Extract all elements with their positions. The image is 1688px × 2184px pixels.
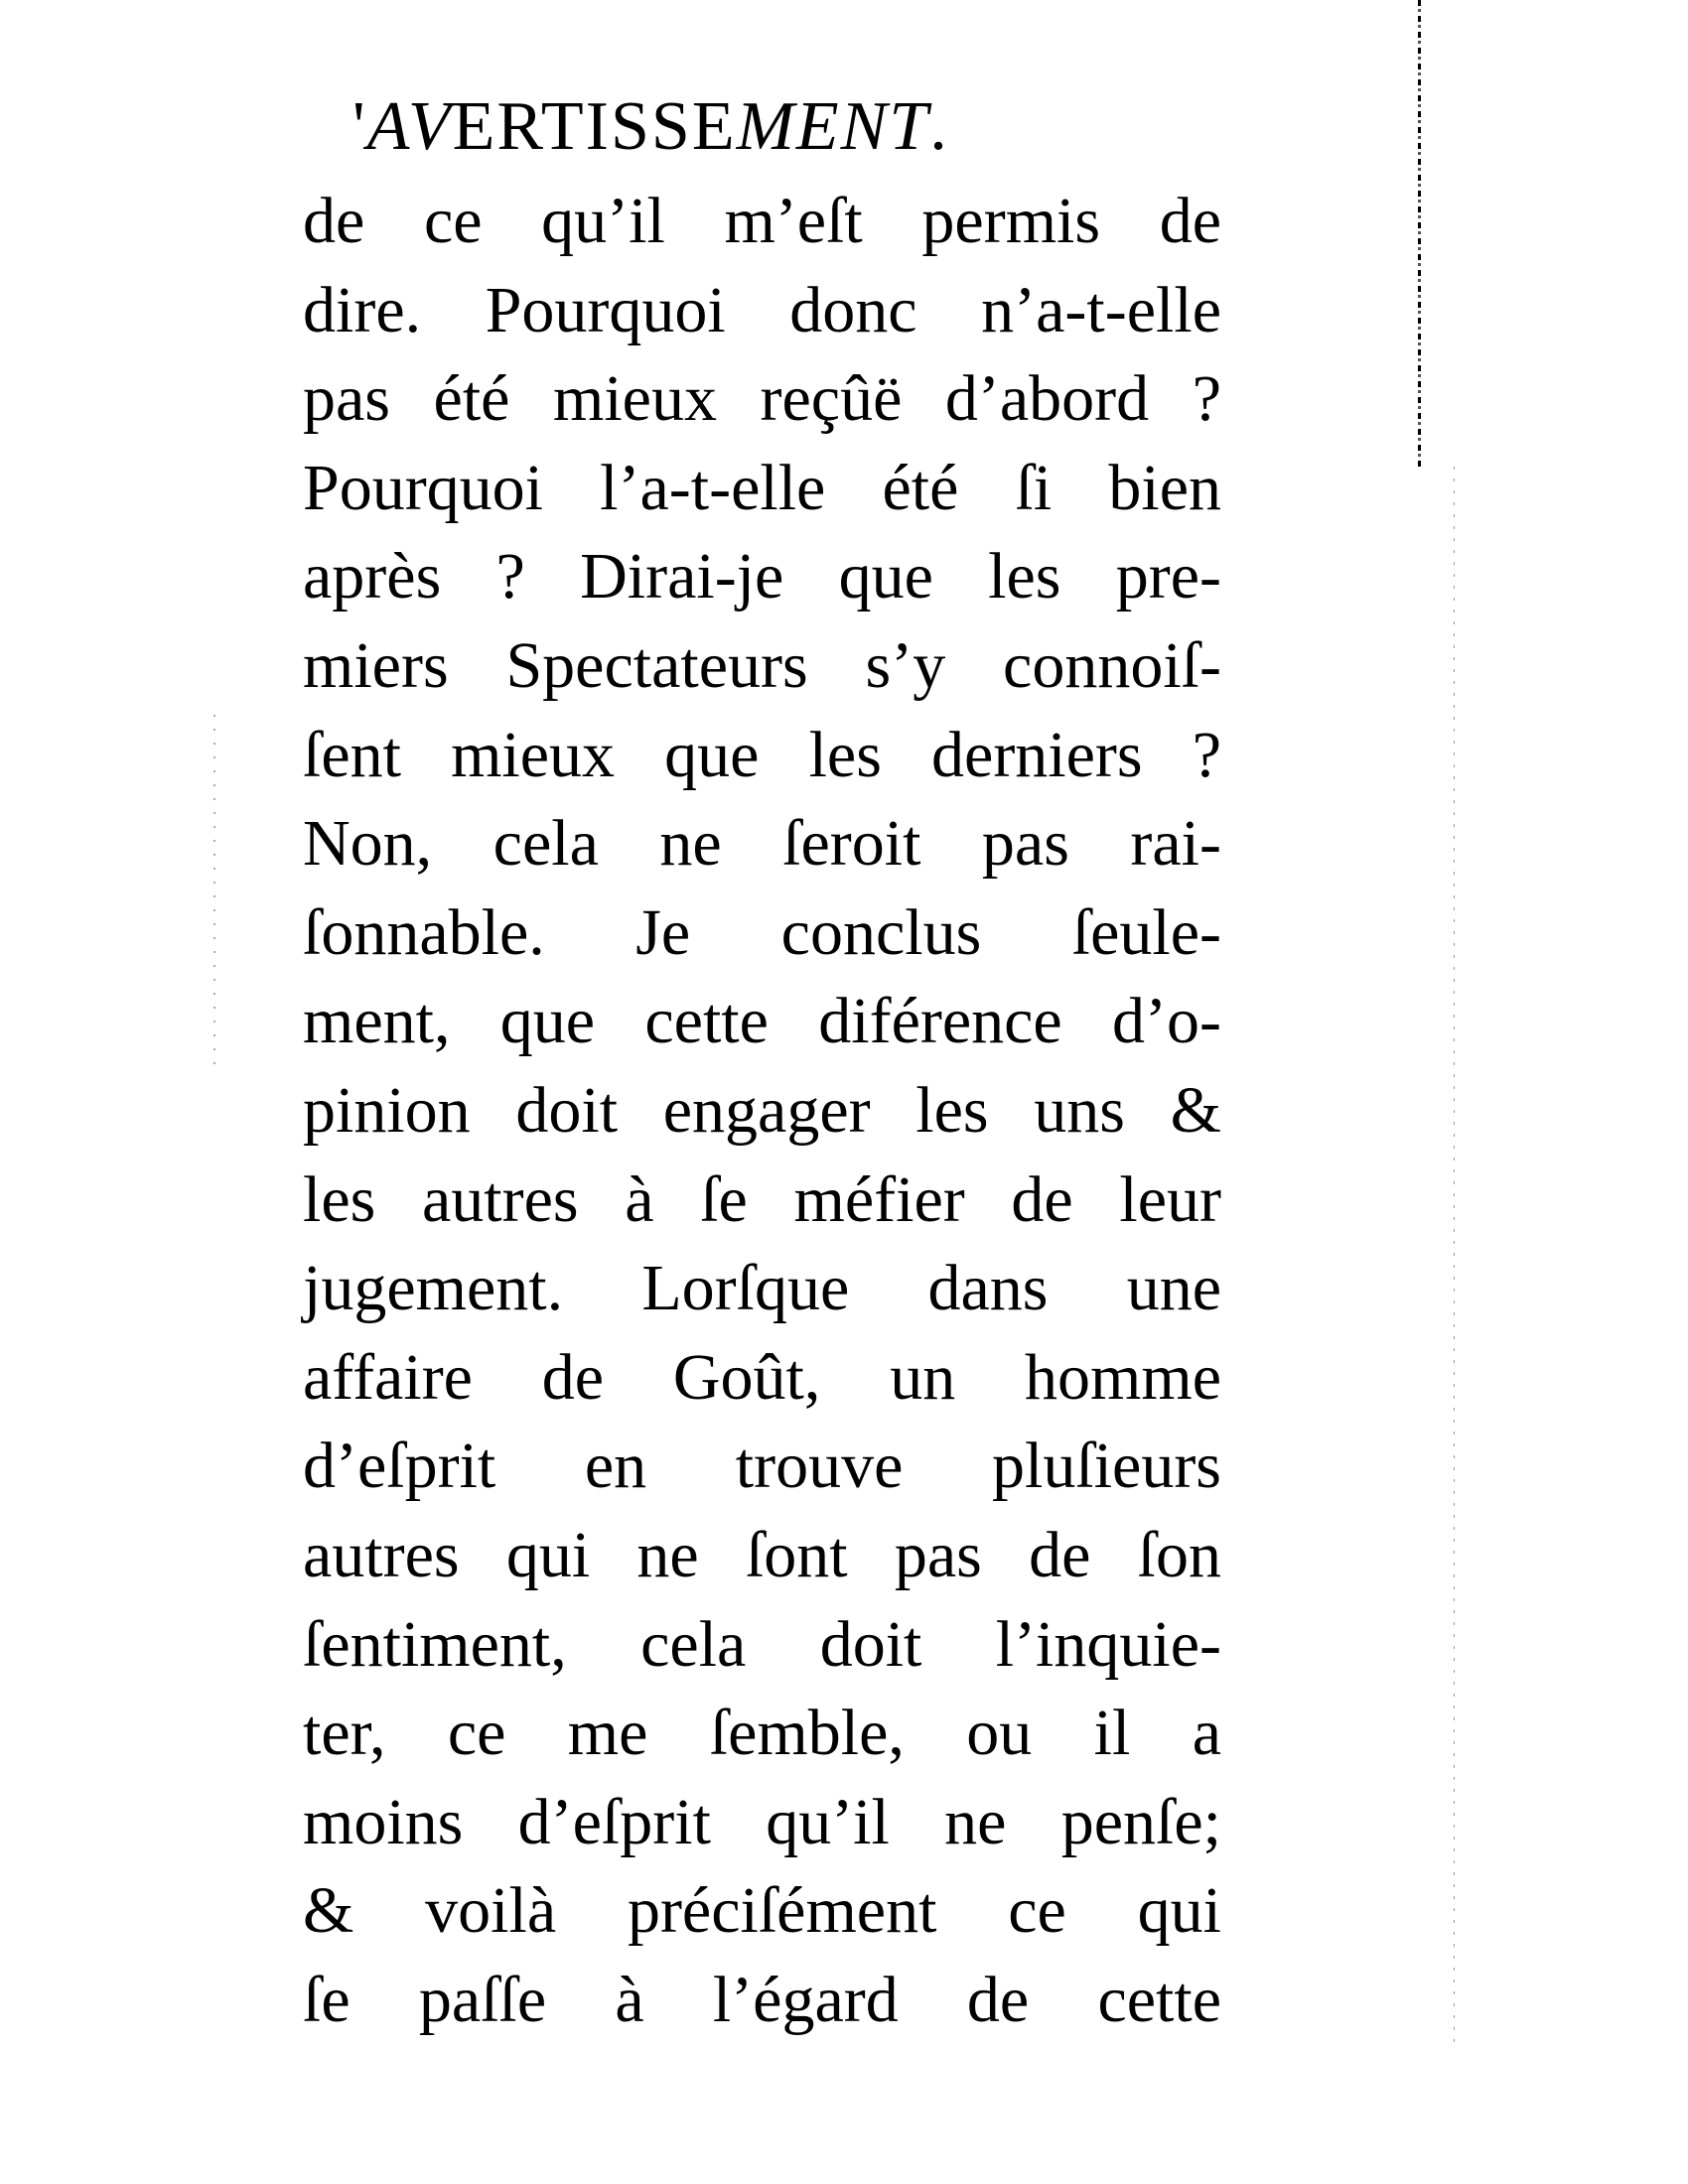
body-text [303,177,1221,2044]
text-line: ter, ce me ſemble, ou il a [303,1697,1221,1770]
text-line: pinion doit engager les uns & [303,1073,1221,1147]
text-line: miers Spectateurs s’y connoiſ- [303,628,1221,702]
text-line: Pourquoi l’a-t-elle été ſi bien [303,451,1221,524]
margin-scan-artifact [213,715,215,1072]
text-line: de ce qu’il m’eſt permis de [303,185,1221,257]
text-line: ſentiment, cela doit l’inquie- [303,1607,1221,1681]
text-line: affaire de Goût, un homme [303,1340,1221,1414]
text-line: moins d’eſprit qu’il ne penſe; [303,1785,1221,1858]
text-line: Non, cela ne ſeroit pas rai- [303,807,1221,881]
heading-prefix: ' [352,88,367,165]
running-heading [352,87,949,167]
text-line: jugement. Lorſque dans une [303,1252,1221,1325]
heading-part: MENT [736,88,930,165]
heading-part: AV [366,88,453,165]
text-line: & voilà préciſément ce qui [303,1874,1221,1948]
heading-suffix: . [929,88,949,165]
text-line: ſe paſſe à l’égard de cette [303,1963,1221,2036]
text-line: pas été mieux reçûë d’abord ? [303,362,1221,436]
text-line: dire. Pourquoi donc n’a-t-elle [303,273,1221,346]
text-line: d’eſprit en trouve pluſieurs [303,1430,1221,1503]
page-edge-scan-artifact [1418,0,1421,467]
text-line: ment, que cette diférence d’o- [303,985,1221,1058]
text-line: les autres à ſe méfier de leur [303,1162,1221,1236]
text-line: autres qui ne ſont pas de ſon [303,1518,1221,1591]
text-line: après ? Dirai-je que les pre- [303,540,1221,614]
text-line: ſent mieux que les derniers ? [303,718,1221,791]
heading-part: ERTISSE [452,88,737,165]
page-edge-scan-artifact [1454,467,1455,2045]
text-line: ſonnable. Je conclus ſeule- [303,895,1221,969]
